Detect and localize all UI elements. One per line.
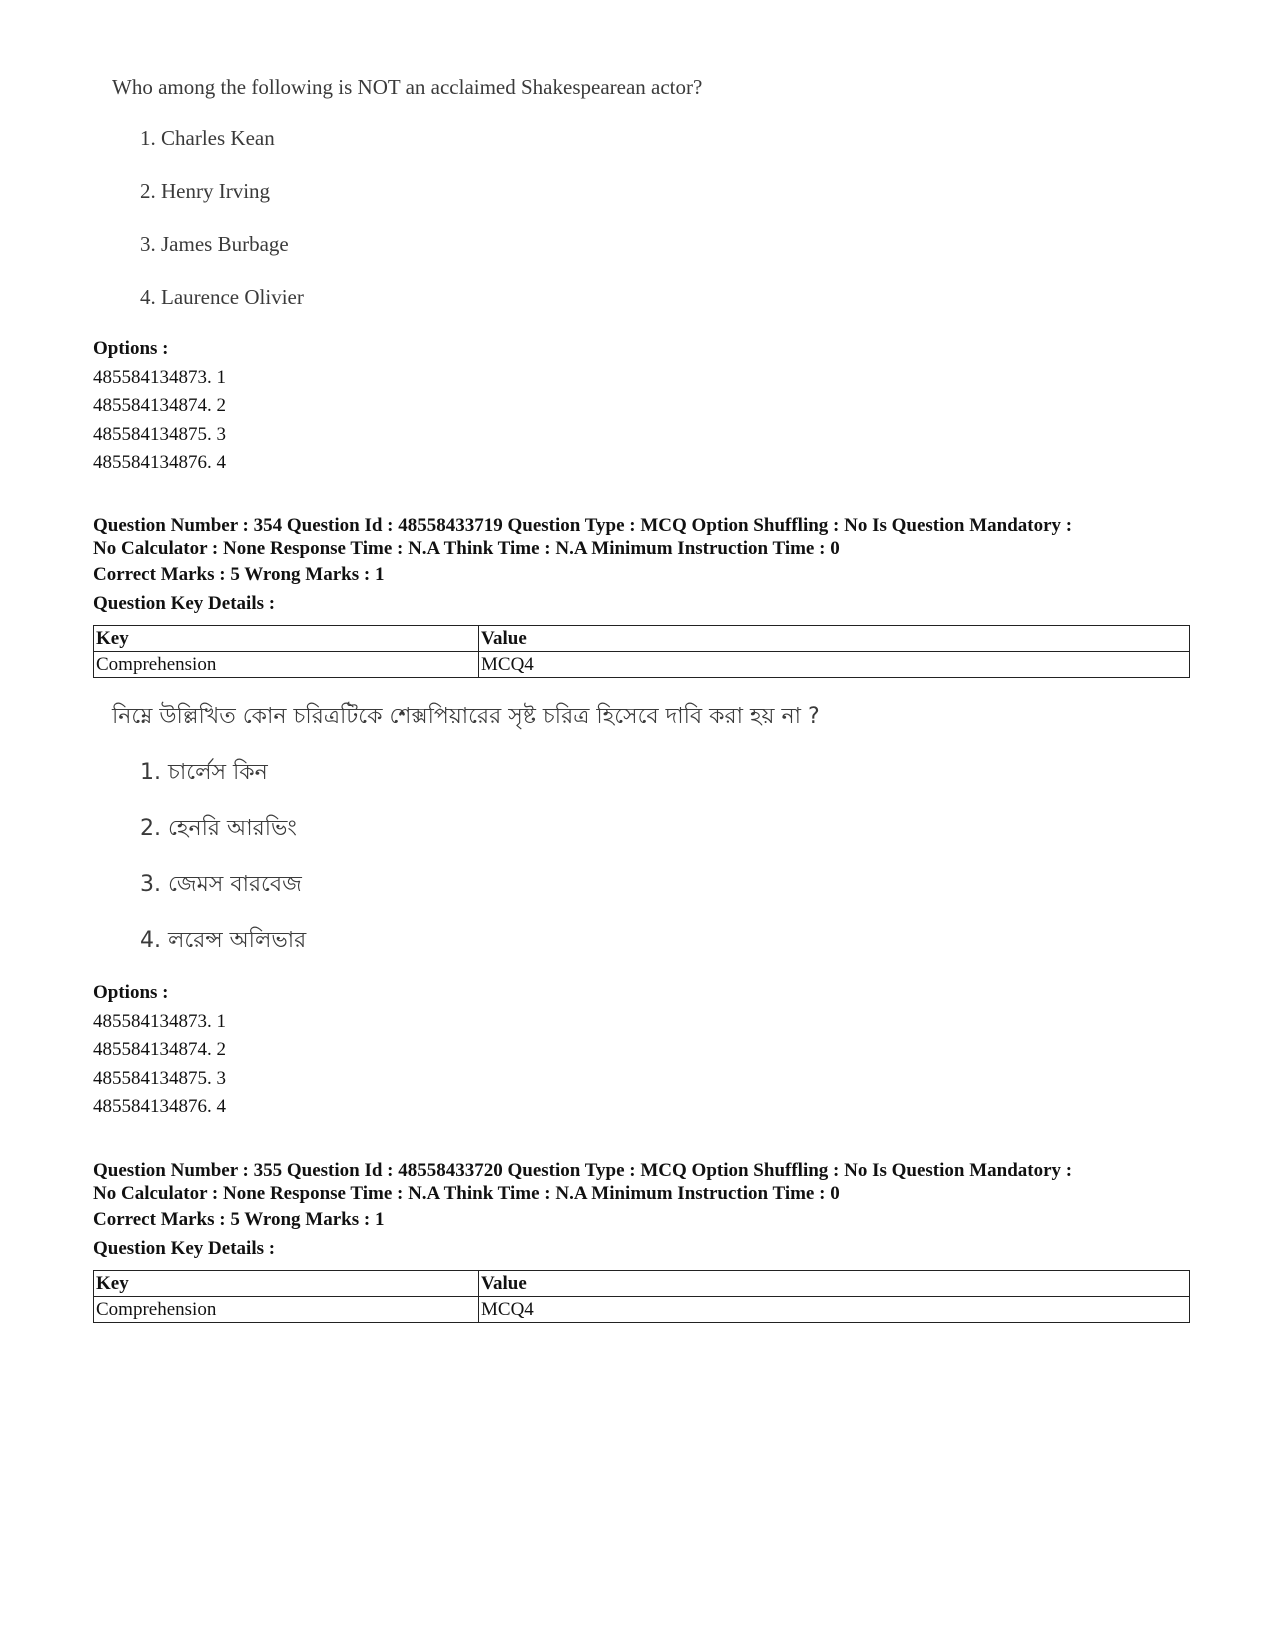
options-list <box>93 979 226 1122</box>
table-header-cell: Key <box>94 1271 479 1297</box>
table-cell: Comprehension <box>94 652 479 678</box>
table-cell: MCQ4 <box>479 652 1190 678</box>
choice-1: 1. Charles Kean <box>140 126 275 150</box>
choice-3: 3. জেমস বারবেজ <box>140 872 302 897</box>
choice-3: 3. James Burbage <box>140 232 289 256</box>
table-header-cell: Value <box>479 626 1190 652</box>
table-header-cell: Key <box>94 626 479 652</box>
table-cell: MCQ4 <box>479 1297 1190 1323</box>
option-item: 485584134873. 1 <box>93 1010 226 1032</box>
marks-line: Correct Marks : 5 Wrong Marks : 1 <box>93 1209 385 1230</box>
key-details-title: Question Key Details : <box>93 1238 276 1259</box>
meta-line: Question Number : 354 Question Id : 48558433719 Question Type : MCQ Option Shuffling : No Is Question Mandatory : <box>93 515 1073 536</box>
meta-line: No Calculator : None Response Time : N.A Think Time : N.A Minimum Instruction Time : 0 <box>93 538 840 559</box>
table-header-cell: Value <box>479 1271 1190 1297</box>
question-stem-bengali: নিম্নে উল্লিখিত কোন চরিত্রটিকে শেক্সপিয়ারের সৃষ্ট চরিত্র হিসেবে দাবি করা হয় না ? <box>112 704 820 729</box>
key-details-table <box>93 625 1190 678</box>
table-header-row <box>94 1271 1190 1297</box>
table-cell: Comprehension <box>94 1297 479 1323</box>
table-row <box>94 1297 1190 1323</box>
choice-2: 2. হেনরি আরভিং <box>140 816 297 841</box>
table-row <box>94 652 1190 678</box>
option-item: 485584134875. 3 <box>93 423 226 445</box>
choice-2: 2. Henry Irving <box>140 179 271 203</box>
question-image-bengali <box>112 703 1012 955</box>
question-meta <box>93 514 1193 618</box>
choice-4: 4. লরেন্স অলিভার <box>140 928 307 953</box>
option-item: 485584134876. 4 <box>93 1096 226 1117</box>
options-title: Options : <box>93 338 169 359</box>
table-header-row <box>94 626 1190 652</box>
meta-line: Question Number : 355 Question Id : 48558433720 Question Type : MCQ Option Shuffling : No Is Question Mandatory : <box>93 1160 1073 1181</box>
option-item: 485584134876. 4 <box>93 452 226 473</box>
question-stem: Who among the following is NOT an acclaimed Shakespearean actor? <box>112 75 703 99</box>
key-details-table <box>93 1270 1190 1323</box>
question-image-english <box>112 73 1012 311</box>
question-meta <box>93 1159 1193 1263</box>
option-item: 485584134874. 2 <box>93 1039 226 1060</box>
meta-line: No Calculator : None Response Time : N.A Think Time : N.A Minimum Instruction Time : 0 <box>93 1183 840 1204</box>
options-list <box>93 335 226 478</box>
choice-4: 4. Laurence Olivier <box>140 285 304 309</box>
options-title: Options : <box>93 982 169 1003</box>
option-item: 485584134873. 1 <box>93 366 226 388</box>
marks-line: Correct Marks : 5 Wrong Marks : 1 <box>93 564 385 585</box>
option-item: 485584134874. 2 <box>93 395 226 416</box>
choice-1: 1. চার্লেস কিন <box>140 760 268 785</box>
option-item: 485584134875. 3 <box>93 1067 226 1089</box>
key-details-title: Question Key Details : <box>93 593 276 614</box>
